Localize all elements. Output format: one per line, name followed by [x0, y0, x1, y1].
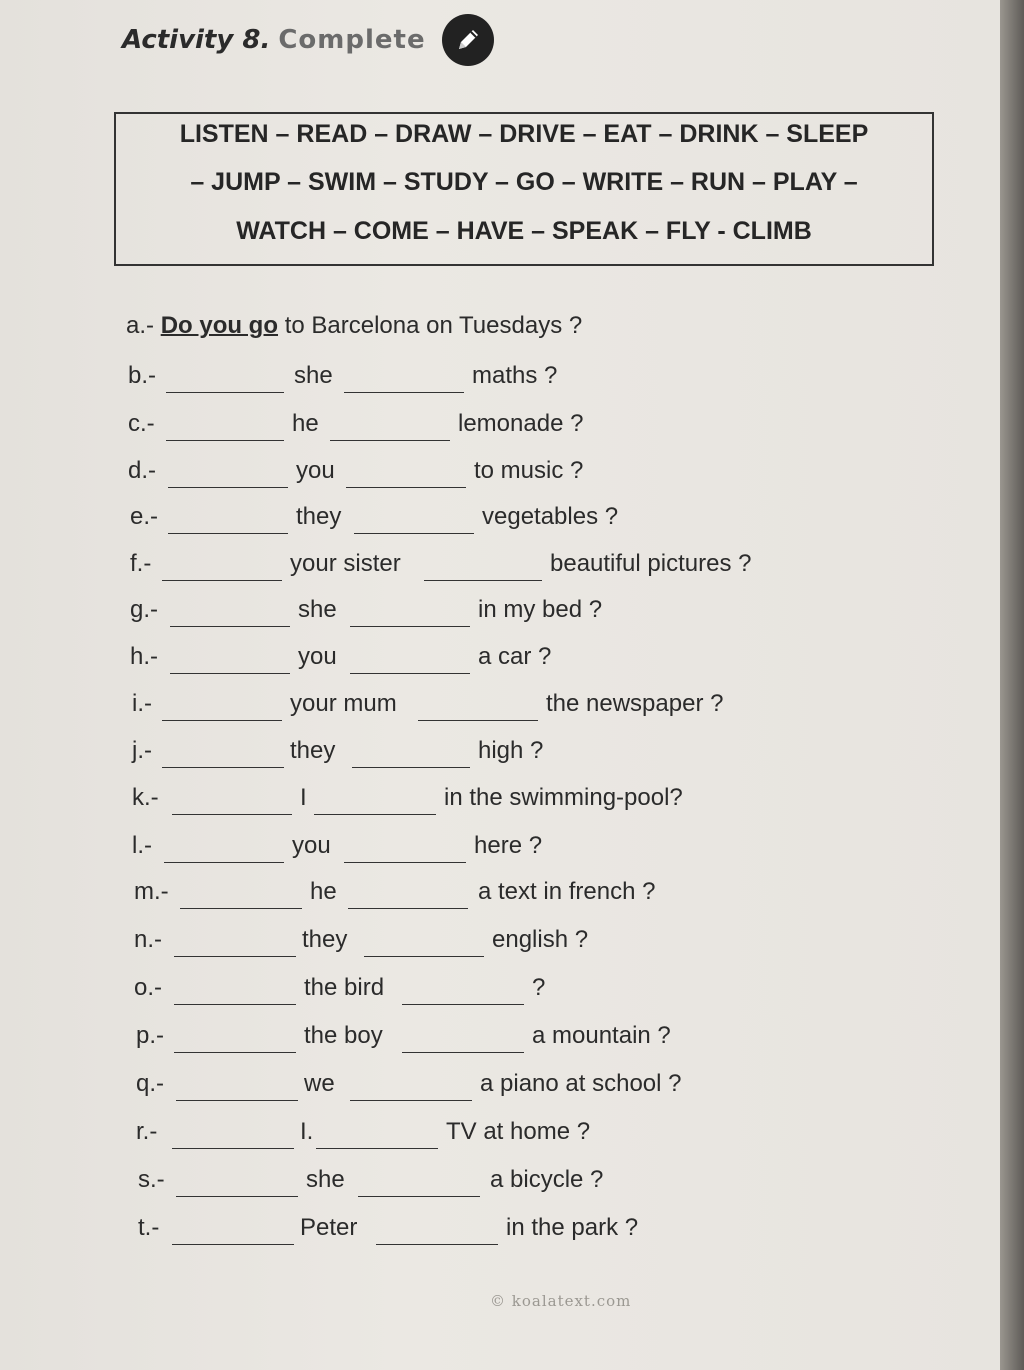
question-label: o.-: [134, 974, 163, 1001]
question-ending: a mountain ?: [532, 1022, 671, 1049]
desk-background: [1000, 0, 1024, 1370]
question-row: [0, 503, 1000, 537]
verb-blank[interactable]: [350, 1100, 472, 1101]
question-label: p.-: [136, 1022, 165, 1049]
verb-blank[interactable]: [402, 1052, 524, 1053]
question-row: [0, 784, 1000, 818]
verb-blank[interactable]: [348, 908, 468, 909]
question-subject: I: [300, 784, 307, 811]
question-ending: to music ?: [474, 457, 584, 484]
auxiliary-blank[interactable]: [162, 767, 284, 768]
activity-heading: [122, 18, 494, 62]
question-row: [0, 643, 1000, 677]
question-row: [0, 926, 1000, 960]
verb-blank[interactable]: [314, 814, 436, 815]
question-row: [0, 690, 1000, 724]
question-subject: your sister: [290, 550, 401, 577]
word-bank-line: – JUMP – SWIM – STUDY – GO – WRITE – RUN – PLAY –: [190, 168, 858, 196]
auxiliary-blank[interactable]: [170, 673, 290, 674]
question-subject: they: [290, 737, 336, 764]
auxiliary-blank[interactable]: [174, 1004, 296, 1005]
question-ending: english ?: [492, 926, 589, 953]
verb-blank[interactable]: [352, 767, 470, 768]
question-label: c.-: [128, 410, 155, 437]
question-label: d.-: [128, 457, 157, 484]
question-subject: he: [292, 410, 319, 437]
verb-blank[interactable]: [346, 487, 466, 488]
verb-blank[interactable]: [350, 673, 470, 674]
question-row: [0, 410, 1000, 444]
question-subject: the boy: [304, 1022, 383, 1049]
auxiliary-blank[interactable]: [172, 814, 292, 815]
verb-blank[interactable]: [364, 956, 484, 957]
verb-blank[interactable]: [376, 1244, 498, 1245]
question-ending: a car ?: [478, 643, 552, 670]
verb-blank[interactable]: [358, 1196, 480, 1197]
question-row: [0, 1166, 1000, 1200]
question-row: [0, 1118, 1000, 1152]
verb-blank[interactable]: [418, 720, 538, 721]
word-bank-box: [114, 112, 934, 266]
question-row: [0, 974, 1000, 1008]
question-label: r.-: [136, 1118, 158, 1145]
question-ending: the newspaper ?: [546, 690, 724, 717]
question-label: m.-: [134, 878, 169, 905]
question-label: l.-: [132, 832, 152, 859]
pencil-icon: [442, 14, 494, 66]
question-row: [0, 457, 1000, 491]
example-answer: Do you go: [160, 312, 279, 339]
question-row: [0, 362, 1000, 396]
example-sentence: [126, 312, 582, 340]
auxiliary-blank[interactable]: [174, 1052, 296, 1053]
example-rest: to Barcelona on Tuesdays ?: [284, 312, 583, 339]
question-ending: TV at home ?: [446, 1118, 591, 1145]
question-subject: she: [298, 596, 337, 623]
question-ending: maths ?: [472, 362, 558, 389]
verb-blank[interactable]: [424, 580, 542, 581]
question-subject: she: [306, 1166, 345, 1193]
auxiliary-blank[interactable]: [168, 533, 288, 534]
auxiliary-blank[interactable]: [162, 580, 282, 581]
question-row: [0, 1214, 1000, 1248]
question-ending: a piano at school ?: [480, 1070, 682, 1097]
example-label: a.-: [126, 312, 155, 339]
auxiliary-blank[interactable]: [176, 1196, 298, 1197]
word-bank-line: LISTEN – READ – DRAW – DRIVE – EAT – DRINK – SLEEP: [179, 120, 869, 148]
auxiliary-blank[interactable]: [166, 440, 284, 441]
question-subject: you: [298, 643, 337, 670]
verb-blank[interactable]: [350, 626, 470, 627]
auxiliary-blank[interactable]: [164, 862, 284, 863]
question-label: i.-: [132, 690, 152, 717]
question-subject: the bird: [304, 974, 385, 1001]
question-ending: ?: [532, 974, 546, 1001]
question-label: g.-: [130, 596, 159, 623]
auxiliary-blank[interactable]: [162, 720, 282, 721]
auxiliary-blank[interactable]: [174, 956, 296, 957]
auxiliary-blank[interactable]: [180, 908, 302, 909]
question-subject: Peter: [300, 1214, 358, 1241]
question-label: s.-: [138, 1166, 165, 1193]
question-label: t.-: [138, 1214, 160, 1241]
question-row: [0, 596, 1000, 630]
watermark: © koalatext.com: [490, 1292, 632, 1310]
activity-number: Activity 8.: [122, 25, 271, 55]
question-subject: I.: [300, 1118, 314, 1145]
auxiliary-blank[interactable]: [176, 1100, 298, 1101]
question-row: [0, 832, 1000, 866]
question-row: [0, 1070, 1000, 1104]
question-subject: they: [302, 926, 348, 953]
verb-blank[interactable]: [402, 1004, 524, 1005]
question-label: j.-: [132, 737, 152, 764]
question-ending: beautiful pictures ?: [550, 550, 752, 577]
question-subject: you: [292, 832, 331, 859]
question-label: q.-: [136, 1070, 165, 1097]
activity-instruction: Complete: [278, 25, 426, 55]
question-ending: a text in french ?: [478, 878, 656, 905]
question-subject: we: [304, 1070, 335, 1097]
question-row: [0, 1022, 1000, 1056]
auxiliary-blank[interactable]: [170, 626, 290, 627]
verb-blank[interactable]: [330, 440, 450, 441]
verb-blank[interactable]: [354, 533, 474, 534]
question-subject: you: [296, 457, 335, 484]
question-subject: he: [310, 878, 337, 905]
question-ending: in my bed ?: [478, 596, 603, 623]
question-ending: high ?: [478, 737, 544, 764]
auxiliary-blank[interactable]: [172, 1148, 294, 1149]
question-subject: she: [294, 362, 333, 389]
verb-blank[interactable]: [316, 1148, 438, 1149]
auxiliary-blank[interactable]: [168, 487, 288, 488]
question-row: [0, 550, 1000, 584]
question-label: b.-: [128, 362, 157, 389]
question-row: [0, 878, 1000, 912]
question-subject: your mum: [290, 690, 397, 717]
auxiliary-blank[interactable]: [166, 392, 284, 393]
question-label: h.-: [130, 643, 159, 670]
question-label: e.-: [130, 503, 159, 530]
question-ending: vegetables ?: [482, 503, 619, 530]
auxiliary-blank[interactable]: [172, 1244, 294, 1245]
question-ending: in the swimming-pool?: [444, 784, 683, 811]
question-label: n.-: [134, 926, 163, 953]
question-row: [0, 737, 1000, 771]
question-ending: in the park ?: [506, 1214, 639, 1241]
question-label: k.-: [132, 784, 159, 811]
question-ending: a bicycle ?: [490, 1166, 604, 1193]
question-subject: they: [296, 503, 342, 530]
verb-blank[interactable]: [344, 392, 464, 393]
question-ending: here ?: [474, 832, 543, 859]
word-bank-line: WATCH – COME – HAVE – SPEAK – FLY - CLIMB: [236, 217, 812, 245]
question-ending: lemonade ?: [458, 410, 584, 437]
verb-blank[interactable]: [344, 862, 466, 863]
question-label: f.-: [130, 550, 152, 577]
